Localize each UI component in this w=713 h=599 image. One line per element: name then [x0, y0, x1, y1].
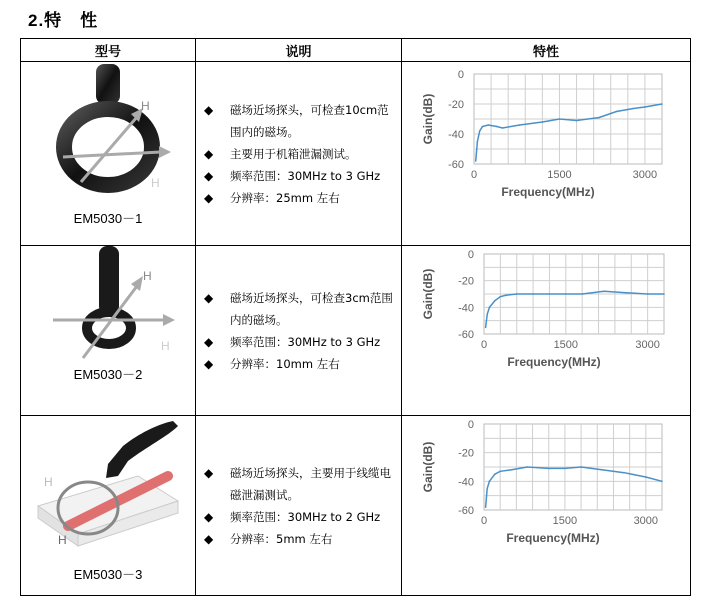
data-point [477, 141, 479, 143]
x-tick-label: 0 [480, 339, 488, 351]
description-item: ◆ 分辨率：5mm 左右 [204, 528, 395, 550]
x-tick-label: 1500 [552, 515, 578, 527]
h-field-label-faded: H [161, 339, 170, 353]
description-list [204, 287, 395, 375]
probe-em5030-1-image [33, 62, 183, 212]
data-point [625, 292, 627, 294]
model-cell [21, 246, 196, 416]
y-axis-label: Gain(dB) [421, 268, 435, 320]
data-point [603, 291, 605, 293]
gain-chart-2 [402, 246, 689, 410]
data-point [479, 130, 481, 132]
spec-table [20, 38, 691, 596]
gain-chart-1 [402, 62, 689, 240]
y-tick-label: -40 [448, 129, 464, 141]
data-point [565, 293, 567, 295]
description-item: ◆ 分辨率：10mm 左右 [204, 353, 395, 375]
data-point [482, 126, 484, 128]
description-item: ◆ 主要用于机箱泄漏测试。 [204, 143, 395, 165]
data-point [599, 117, 601, 119]
data-point [489, 481, 491, 483]
diamond-bullet-icon: ◆ [204, 146, 214, 161]
data-point [542, 121, 544, 123]
diamond-bullet-icon: ◆ [204, 531, 214, 546]
y-tick-label: -60 [458, 329, 474, 341]
data-point [661, 103, 663, 105]
data-point [519, 124, 521, 126]
chart-cell [402, 416, 691, 596]
description-cell [196, 246, 402, 416]
description-item: ◆ 磁场近场探头，可检查10cm范围内的磁场。 [204, 99, 395, 143]
table-header-row [21, 39, 691, 62]
data-point [644, 106, 646, 108]
description-item: ◆ 磁场近场探头，可检查3cm范围内的磁场。 [204, 287, 395, 331]
diamond-bullet-icon: ◆ [204, 102, 214, 117]
diamond-bullet-icon: ◆ [204, 290, 214, 305]
chart-cell [402, 246, 691, 416]
y-axis-label: Gain(dB) [421, 441, 435, 493]
data-point [516, 293, 518, 295]
y-tick-label: 0 [457, 69, 464, 81]
data-point [487, 124, 489, 126]
y-tick-label: -20 [458, 447, 474, 460]
y-tick-label: -20 [448, 99, 464, 111]
x-axis-label: Frequency(MHz) [507, 355, 601, 369]
x-tick-label: 3000 [632, 169, 658, 181]
data-point [486, 313, 488, 315]
table-row [21, 62, 691, 246]
y-tick-label: -40 [458, 476, 474, 489]
data-point [485, 327, 487, 329]
x-tick-label: 1500 [547, 169, 572, 181]
section-title: 2.特 性 [28, 11, 99, 30]
h-field-label: H [58, 533, 67, 547]
x-tick-label: 3000 [633, 515, 659, 527]
y-tick-label: 0 [467, 419, 474, 431]
table-row [21, 246, 691, 416]
data-point [564, 468, 566, 470]
diamond-bullet-icon: ◆ [204, 190, 214, 205]
data-point [475, 160, 477, 162]
diamond-bullet-icon: ◆ [204, 168, 214, 183]
y-tick-label: -20 [458, 275, 474, 288]
h-field-label-faded: H [151, 176, 160, 190]
diamond-bullet-icon: ◆ [204, 465, 214, 480]
description-item: ◆ 分辨率：25mm 左右 [204, 187, 395, 209]
data-point [486, 488, 488, 490]
data-point [526, 466, 528, 468]
header-description: 说明 [196, 39, 402, 62]
data-point [661, 481, 663, 483]
model-name: EM5030－2 [73, 367, 143, 382]
data-point [548, 468, 550, 470]
h-field-label: H [141, 99, 150, 113]
description-item: ◆ 频率范围：30MHz to 3 GHz [204, 331, 395, 353]
probe-em5030-2-image [33, 246, 183, 376]
data-point [496, 126, 498, 128]
data-point [499, 471, 501, 473]
x-axis-label: Frequency(MHz) [501, 185, 595, 199]
table-row [21, 416, 691, 596]
diamond-bullet-icon: ◆ [204, 334, 214, 349]
data-point [502, 127, 504, 129]
data-point [559, 118, 561, 120]
data-point [500, 296, 502, 298]
y-tick-label: -60 [458, 505, 474, 517]
h-field-label-faded: H [44, 475, 53, 489]
x-tick-label: 3000 [635, 339, 660, 351]
data-point [633, 108, 635, 110]
x-axis-label: Frequency(MHz) [506, 531, 600, 545]
y-tick-label: 0 [467, 249, 474, 261]
model-name: EM5030－3 [73, 567, 143, 582]
data-point [576, 120, 578, 122]
data-point [494, 300, 496, 302]
x-tick-label: 0 [470, 169, 478, 181]
model-name: EM5030－1 [73, 211, 143, 226]
data-point [505, 295, 507, 297]
data-point [616, 111, 618, 113]
header-characteristics: 特性 [402, 39, 691, 62]
data-point [549, 293, 551, 295]
x-tick-label: 0 [480, 515, 488, 527]
y-tick-label: -60 [448, 159, 464, 171]
gain-chart-3 [402, 416, 689, 590]
data-point [581, 293, 583, 295]
data-point [489, 307, 491, 309]
description-list [204, 99, 395, 209]
y-axis-label: Gain(dB) [421, 93, 435, 145]
probe-em5030-3-image [28, 416, 188, 556]
description-item: ◆ 磁场近场探头，主要用于线缆电磁泄漏测试。 [204, 462, 395, 506]
diamond-bullet-icon: ◆ [204, 509, 214, 524]
data-point [580, 466, 582, 468]
description-cell [196, 416, 402, 596]
data-point [532, 293, 534, 295]
description-item: ◆ 频率范围：30MHz to 2 GHz [204, 506, 395, 528]
data-point [494, 473, 496, 475]
h-field-label: H [143, 269, 152, 283]
description-cell [196, 62, 402, 246]
chart-cell [402, 62, 691, 246]
data-point [623, 472, 625, 474]
description-item: ◆ 频率范围：30MHz to 3 GHz [204, 165, 395, 187]
data-point [647, 293, 649, 295]
diamond-bullet-icon: ◆ [204, 356, 214, 371]
model-cell [21, 416, 196, 596]
header-model: 型号 [21, 39, 196, 62]
data-point [510, 469, 512, 471]
data-point [485, 506, 487, 508]
y-tick-label: -40 [458, 302, 474, 315]
data-point [663, 293, 665, 295]
data-point [645, 476, 647, 478]
model-cell [21, 62, 196, 246]
description-list [204, 462, 395, 550]
data-point [602, 469, 604, 471]
x-tick-label: 1500 [553, 339, 579, 351]
